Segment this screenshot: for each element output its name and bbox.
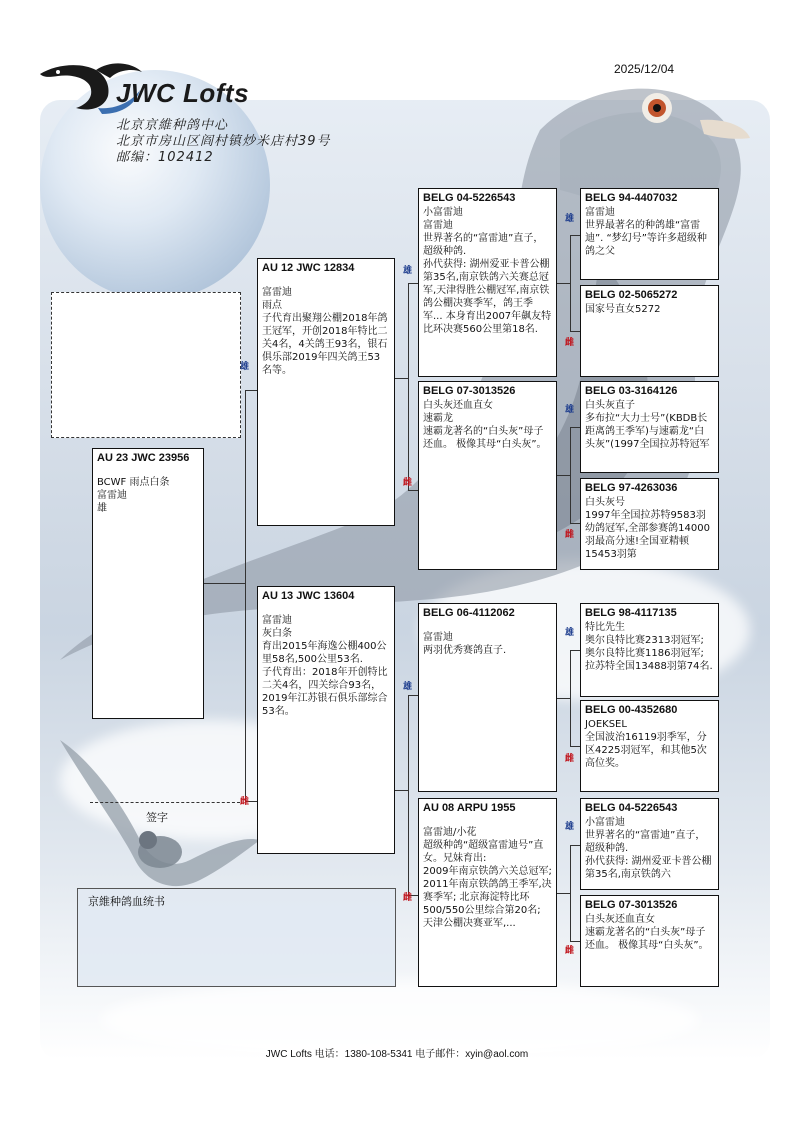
sex-marker-male: 雄 — [565, 214, 575, 224]
document-date: 2025/12/04 — [614, 62, 675, 76]
sex-marker-female: 雌 — [403, 478, 413, 488]
ring-number: BELG 94-4407032 — [585, 192, 678, 204]
bird-strain: 富雷迪 — [262, 615, 292, 626]
ring-number: BELG 04-5226543 — [423, 192, 516, 204]
ring-number: BELG 03-3164126 — [585, 385, 678, 397]
connector-line — [570, 235, 580, 236]
connector-line — [570, 845, 580, 846]
bird-description: 世界著名的“富雷迪”直子，超级种鸽. — [585, 830, 706, 854]
pedigree-box-dss[interactable] — [580, 603, 719, 697]
ring-number: BELG 00-4352680 — [585, 704, 678, 716]
bird-name: JOEKSEL — [585, 719, 627, 730]
pedigree-box-sire-sire[interactable] — [418, 188, 557, 377]
bird-strain: 速霸龙 — [423, 413, 453, 424]
pedigree-box-ddd[interactable] — [580, 895, 719, 987]
connector-line — [557, 698, 571, 699]
connector-line — [408, 283, 409, 490]
connector-line — [570, 427, 580, 428]
bird-name: 白头灰还血直女 — [585, 914, 655, 925]
bird-strain: 富雷迪 — [423, 632, 453, 643]
connector-line — [557, 283, 571, 284]
bird-strain: 富雷迪 — [262, 287, 292, 298]
pedigree-box-dam-dam[interactable] — [418, 798, 557, 987]
bird-name: 白头灰直子 — [585, 400, 635, 411]
ring-number: BELG 97-4263036 — [585, 482, 678, 494]
connector-line — [570, 427, 571, 524]
connector-line — [245, 390, 257, 391]
bird-description: 奥尔良特比赛2313羽冠军; 奥尔良特比赛1186羽冠军; 拉苏特全国13488羽第74名. — [585, 635, 713, 672]
connector-line — [570, 523, 580, 524]
logo-text: JWC Lofts — [116, 78, 250, 108]
connector-line — [408, 695, 418, 696]
connector-line — [570, 650, 580, 651]
connector-line — [570, 650, 571, 747]
pedigree-box-dam-sire[interactable] — [418, 603, 557, 792]
bird-description: 超级种鸽“超级富雷迪号”直女。兄妹育出: — [423, 840, 544, 864]
bird-description: 2009年南京铁鸽六关总冠军; 2011年南京铁鸽鸽王季军,决赛季军; 北京海淀特比环500/550公里综合第20名; 天津公棚决赛亚军,... — [423, 866, 556, 929]
connector-line — [395, 378, 409, 379]
sex-marker-male: 雄 — [403, 266, 413, 276]
pedigree-box-sss[interactable] — [580, 188, 719, 280]
bird-name: 国家号直女5272 — [585, 304, 661, 315]
ring-number: AU 12 JWC 12834 — [262, 262, 355, 274]
connector-line — [570, 746, 580, 747]
sex-marker-female: 雌 — [403, 893, 413, 903]
pedigree-box-subject[interactable] — [92, 448, 204, 719]
notes-title: 京維种鸽血统书 — [88, 895, 165, 908]
bird-strain: 富雷迪/小花 — [423, 827, 477, 838]
bird-strain: 富雷迪 — [97, 490, 127, 501]
ring-number: BELG 06-4112062 — [423, 607, 515, 619]
bird-strain: 富雷迪 — [423, 220, 453, 231]
sex-marker-female: 雌 — [565, 754, 575, 764]
ring-number: BELG 98-4117135 — [585, 607, 677, 619]
sex-marker-female: 雌 — [565, 946, 575, 956]
bird-description: 全国波治16119羽季军，分区4225羽冠军，和其他5次高位奖。 — [585, 732, 707, 769]
bird-name: 富雷迪 — [585, 207, 615, 218]
bird-name: 特比先生 — [585, 622, 625, 633]
bird-name: 小富雷迪 — [423, 207, 463, 218]
connector-line — [408, 283, 418, 284]
ring-number: AU 23 JWC 23956 — [97, 452, 190, 464]
signature-line[interactable] — [90, 802, 240, 803]
sex-marker-male: 雄 — [565, 628, 575, 638]
pedigree-box-dds[interactable] — [580, 798, 719, 890]
pedigree-box-sds[interactable] — [580, 381, 719, 473]
connector-line — [395, 790, 409, 791]
connector-line — [557, 893, 571, 894]
bird-color: 雨点 — [262, 300, 282, 311]
sex-marker-male: 雄 — [403, 682, 413, 692]
bird-description: 育出2015年海逸公棚400公里58名,500公里53名. — [262, 641, 387, 665]
bird-description: 速霸龙著名的“白头灰”母子还血。 极像其母“白头灰”。 — [585, 927, 709, 951]
connector-line — [408, 490, 418, 491]
sex-marker-male: 雄 — [565, 405, 575, 415]
connector-line — [570, 845, 571, 942]
ring-number: BELG 07-3013526 — [423, 385, 516, 397]
pedigree-box-sire[interactable] — [257, 258, 395, 526]
footer-contact: JWC Lofts 电话：1380-108-5341 电子邮件：xyin@aol.com — [265, 1049, 529, 1060]
bird-description: 速霸龙著名的“白头灰”母子还血。 极像其母“白头灰”。 — [423, 426, 547, 450]
signature-label: 签字 — [146, 811, 168, 824]
notes-box[interactable] — [77, 888, 396, 987]
ring-number: BELG 07-3013526 — [585, 899, 678, 911]
bird-sex: 雄 — [97, 503, 107, 514]
connector-line — [408, 695, 409, 895]
connector-line — [570, 331, 580, 332]
sex-marker-male: 雄 — [240, 362, 250, 372]
bird-color: 灰白条 — [262, 628, 292, 639]
org-postcode: 邮编：102412 — [116, 150, 214, 165]
bird-description: 世界著名的“富雷迪”直子，超级种鸽. — [423, 233, 544, 257]
connector-line — [245, 390, 246, 802]
sex-marker-female: 雌 — [565, 530, 575, 540]
pedigree-box-sdd[interactable] — [580, 478, 719, 570]
bird-description: 两羽优秀赛鸽直子. — [423, 645, 507, 656]
pedigree-box-dsd[interactable] — [580, 700, 719, 792]
connector-line — [570, 235, 571, 332]
org-name: 北京京維种鸽中心 — [116, 118, 229, 133]
ring-number: AU 13 JWC 13604 — [262, 590, 355, 602]
bird-description: 子代育出聚翔公棚2018年鸽王冠军，开创2018年特比二关4名，4关鸽王93名，银石俱乐部2019年四关鸽王53名等。 — [262, 313, 388, 376]
bird-description: 孙代获得: 湖州爱亚卡普公棚第35名,南京铁鸽六关赛总冠军,天津得胜公棚冠军,南京铁鸽公棚决赛季军，鸽王季军... 本身育出2007年飙友特比环决赛560公里第18名. — [423, 259, 552, 335]
bird-description: 1997年全国拉苏特9583羽幼鸽冠军,全部参赛鸽14000羽最高分速!全国亚精顿15453羽第 — [585, 510, 710, 560]
bird-name: 白头灰还血直女 — [423, 400, 493, 411]
ring-number: AU 08 ARPU 1955 — [423, 802, 516, 814]
org-address: 北京市房山区阎村镇炒米店村39号 — [116, 134, 331, 149]
ring-number: BELG 02-5065272 — [585, 289, 678, 301]
bird-description: 孙代获得: 湖州爱亚卡普公棚第35名,南京铁鸽六 — [585, 856, 712, 880]
bird-description: 世界最著名的种鸽雄“富雷迪”. “梦幻号”等许多超级种鸽之父 — [585, 220, 707, 257]
connector-line — [204, 583, 246, 584]
sex-marker-male: 雄 — [565, 822, 575, 832]
sex-marker-female: 雌 — [565, 338, 575, 348]
ring-number: BELG 04-5226543 — [585, 802, 678, 814]
header-contact-block — [116, 118, 331, 166]
bird-description: 多布拉“大力士号”(KBDB长距离鸽王季军)与速霸龙“白头灰”(1997全国拉苏特冠军 — [585, 413, 710, 450]
bird-name: 白头灰号 — [585, 497, 625, 508]
pigeon-photo-placeholder[interactable] — [51, 292, 241, 438]
sex-marker-female: 雌 — [240, 797, 250, 807]
bird-name: 小富雷迪 — [585, 817, 625, 828]
bird-color: BCWF 雨点白条 — [97, 477, 170, 488]
connector-line — [570, 941, 580, 942]
pedigree-box-dam[interactable] — [257, 586, 395, 854]
bird-description: 子代育出：2018年开创特比二关4名，四关综合93名，2019年江苏银石俱乐部综合53名。 — [262, 667, 388, 717]
connector-line — [557, 475, 571, 476]
pedigree-box-sire-dam[interactable] — [418, 381, 557, 570]
pedigree-box-ssd[interactable] — [580, 285, 719, 377]
